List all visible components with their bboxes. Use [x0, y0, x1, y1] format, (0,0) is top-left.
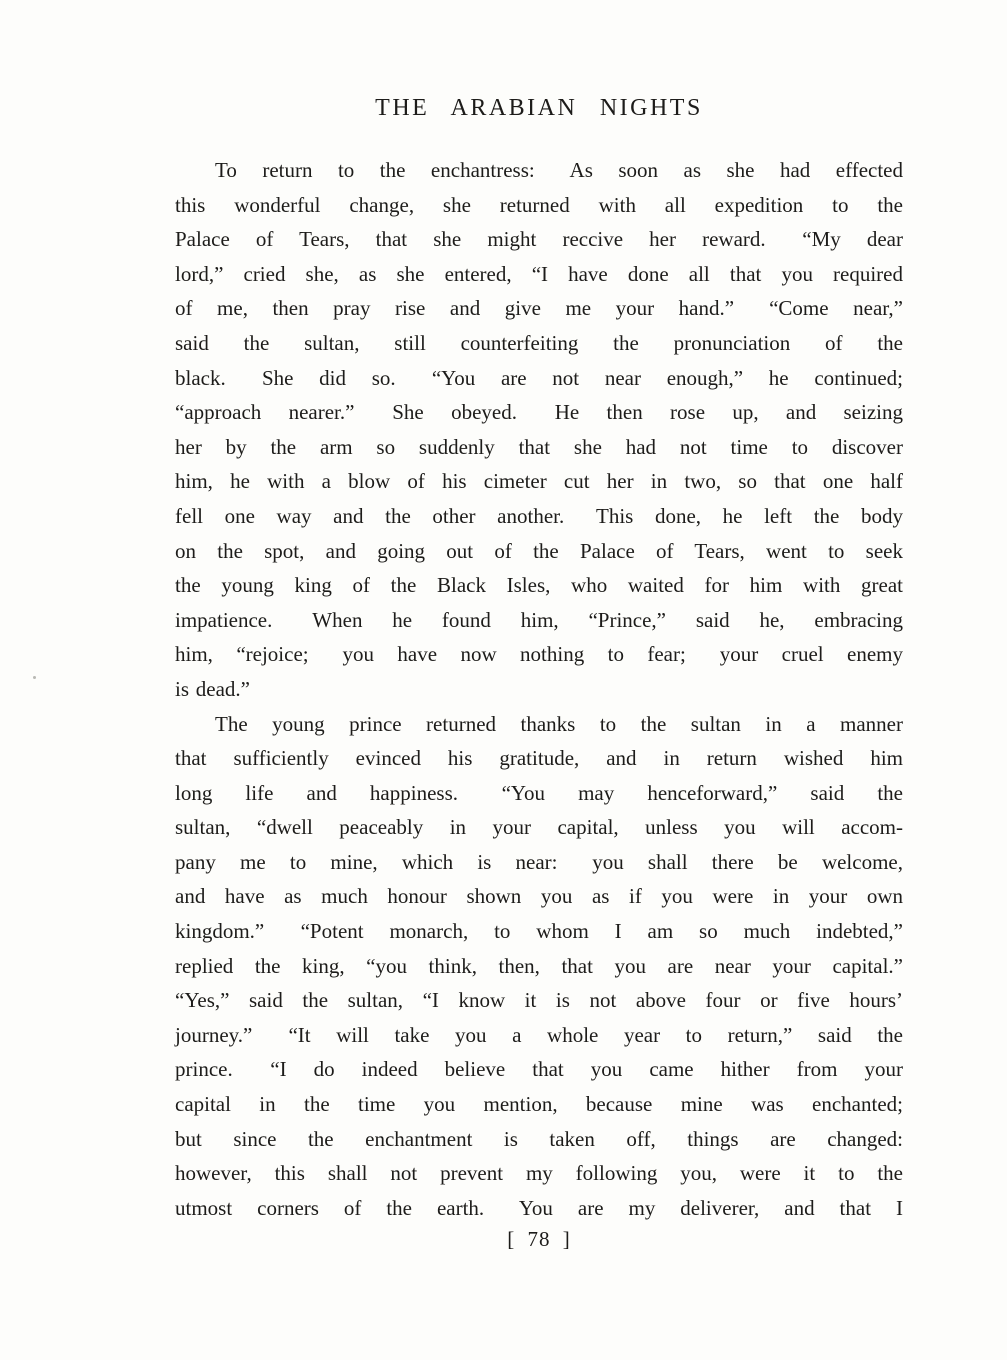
text-line: long life and happiness. “You may henceforward,” said the [175, 780, 903, 805]
text-line: “Yes,” said the sultan, “I know it is not above four or five hours’ [175, 988, 903, 1013]
text-line: To return to the enchantress: As soon as she had effected [215, 158, 903, 182]
text-line: pany me to mine, which is near: you shall there be welcome, [175, 849, 903, 874]
text-line: “approach nearer.” She obeyed. He then rose up, and seizing [175, 400, 903, 425]
text-line: The young prince returned thanks to the sultan in a manner [215, 711, 903, 736]
text-line: lord,” cried she, as she entered, “I have done all that you required [175, 261, 903, 286]
text-line: journey.” “It will take you a whole year to return,” said the [175, 1022, 903, 1047]
text-line: said the sultan, still counterfeiting the pronunciation of the [175, 330, 903, 355]
text-line: black. She did so. “You are not near enough,” he continued; [175, 365, 903, 390]
text-line: is dead.” [175, 676, 250, 701]
text-line: on the spot, and going out of the Palace of Tears, went to seek [175, 538, 903, 563]
text-line: him, “rejoice; you have now nothing to fear; your cruel enemy [175, 642, 903, 667]
text-line: impatience. When he found him, “Prince,” said he, embracing [175, 607, 903, 632]
text-line: fell one way and the other another. This done, he left the body [175, 503, 903, 528]
text-line: this wonderful change, she returned with all expedition to the [175, 192, 903, 217]
page-header-title: THE ARABIAN NIGHTS [375, 95, 703, 121]
text-line: utmost corners of the earth. You are my deliverer, and that I [175, 1195, 903, 1220]
text-line: him, he with a blow of his cimeter cut her in two, so that one half [175, 469, 903, 494]
text-line: replied the king, “you think, then, that you are near your capital.” [175, 953, 903, 978]
paragraph [175, 707, 903, 1226]
text-line: and have as much honour shown you as if you were in your own [175, 884, 903, 909]
text-line: that sufficiently evinced his gratitude, and in return wished him [175, 746, 903, 771]
text-line: Palace of Tears, that she might reccive her reward. “My dear [175, 227, 903, 252]
text-line: kingdom.” “Potent monarch, to whom I am so much indebted,” [175, 919, 903, 944]
text-line: her by the arm so suddenly that she had not time to discover [175, 434, 903, 459]
text-line: prince. “I do indeed believe that you came hither from your [175, 1057, 903, 1082]
page-number: [ 78 ] [507, 1227, 571, 1252]
paragraph [175, 153, 903, 707]
text-line: the young king of the Black Isles, who waited for him with great [175, 573, 903, 598]
page-body [175, 153, 903, 1225]
stray-ink-mark [33, 676, 36, 679]
text-line: however, this shall not prevent my following you, were it to the [175, 1161, 903, 1186]
text-line: capital in the time you mention, because mine was enchanted; [175, 1092, 903, 1117]
text-line: sultan, “dwell peaceably in your capital, unless you will accom- [175, 815, 903, 840]
text-line: of me, then pray rise and give me your hand.” “Come near,” [175, 296, 903, 321]
text-line: but since the enchantment is taken off, things are changed: [175, 1126, 903, 1151]
